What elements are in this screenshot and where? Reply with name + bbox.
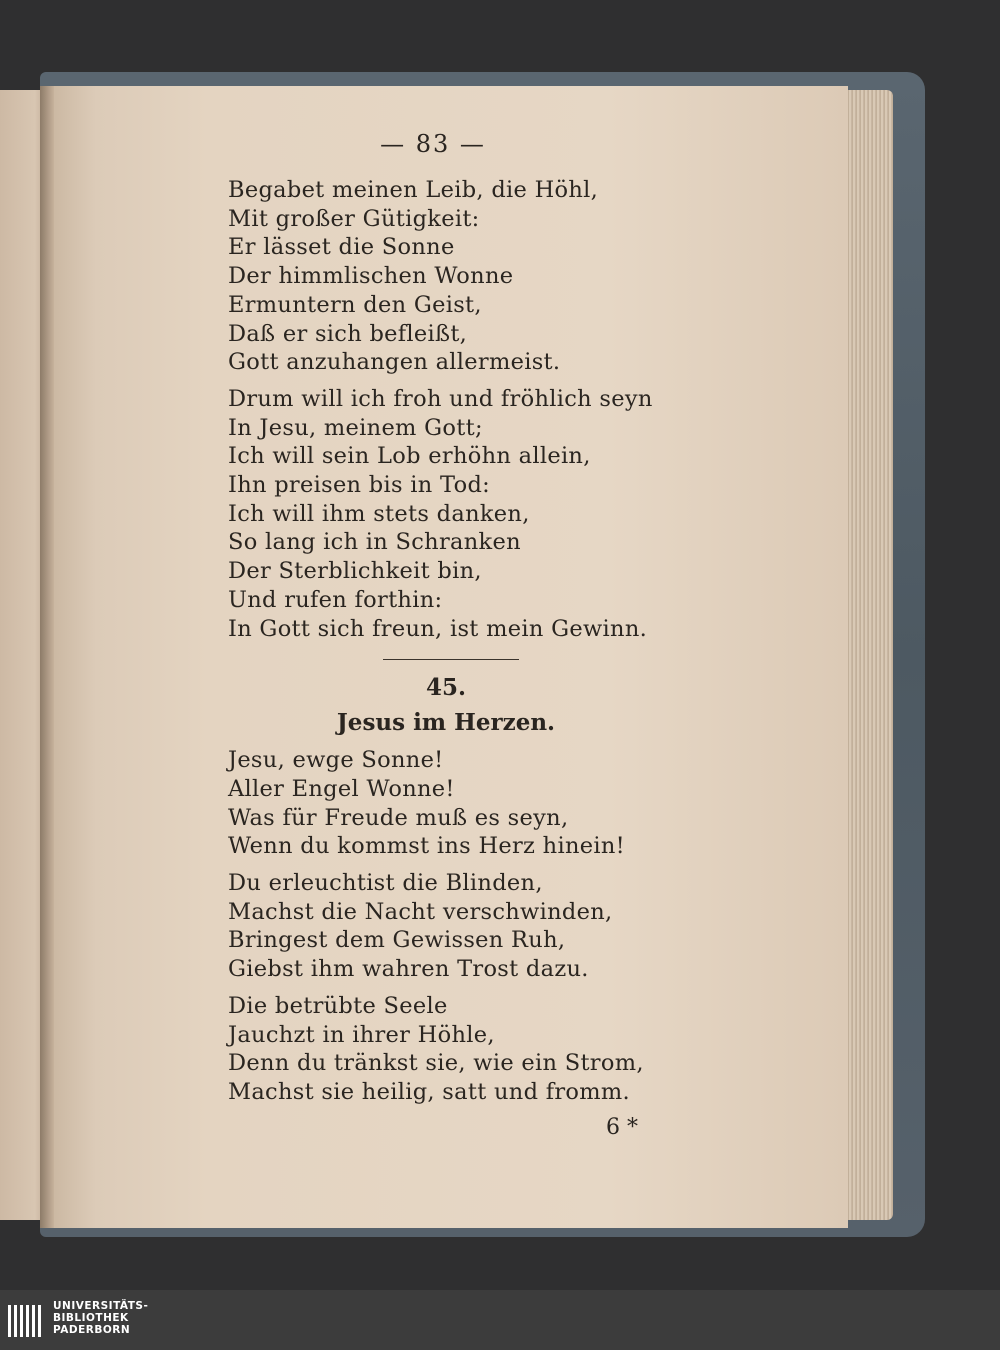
verse-line: Ermuntern den Geist, [228, 291, 482, 318]
stanza [228, 746, 678, 861]
hymn-title: Jesus im Herzen. [336, 709, 556, 737]
verse-line: Und rufen forthin: [228, 586, 443, 613]
verse-line: Bringest dem Gewissen Ruh, [228, 927, 566, 954]
library-name [53, 1300, 148, 1336]
verse-line: Begabet meinen Leib, die Höhl, [228, 177, 599, 203]
verse-line: Giebst ihm wahren Trost dazu. [228, 956, 589, 983]
stanza [228, 385, 678, 643]
page-number: — 83 — [380, 130, 486, 158]
hymn-number: 45. [425, 674, 466, 702]
verse-line: Machst die Nacht verschwinden, [228, 898, 613, 925]
verse-line: Mit großer Gütigkeit: [228, 205, 480, 232]
stanza [228, 176, 678, 377]
verse-line: Jauchzt in ihrer Höhle, [228, 1021, 495, 1048]
verse-line: Gott anzuhangen allermeist. [228, 349, 561, 376]
page-edges [845, 90, 893, 1220]
footer-bar [0, 1290, 1000, 1350]
library-name-line: PADERBORN [53, 1324, 131, 1336]
verse-line: Denn du tränkst sie, wie ein Strom, [228, 1050, 644, 1077]
verse-line: Drum will ich froh und fröhlich seyn [228, 385, 653, 412]
verse-line: Was für Freude muß es seyn, [228, 804, 569, 831]
page-text [228, 130, 678, 1140]
stanza [228, 869, 678, 984]
verse-line: So lang ich in Schranken [228, 529, 521, 556]
university-library-logo-icon [6, 1301, 46, 1341]
verse-line: Ich will ihm stets danken, [228, 500, 530, 527]
section-divider [383, 659, 519, 660]
verse-line: Ich will sein Lob erhöhn allein, [228, 443, 591, 470]
verse-line: Er lässet die Sonne [228, 234, 455, 261]
library-name-line: BIBLIOTHEK [53, 1312, 129, 1324]
verse-line: Jesu, ewge Sonne! [228, 747, 444, 774]
verse-line: Machst sie heilig, satt und fromm. [228, 1078, 630, 1105]
verse-line: Du erleuchtist die Blinden, [228, 870, 543, 897]
verse-line: Die betrübte Seele [228, 992, 448, 1019]
verse-line: In Gott sich freun, ist mein Gewinn. [228, 615, 648, 642]
verse-line: Aller Engel Wonne! [228, 775, 455, 802]
signature-mark: 6 * [606, 1114, 638, 1140]
book-gutter [40, 86, 54, 1228]
verse-line: Der Sterblichkeit bin, [228, 558, 482, 585]
verse-line: In Jesu, meinem Gott; [228, 414, 483, 441]
verse-line: Ihn preisen bis in Tod: [228, 472, 491, 499]
verse-line: Der himmlischen Wonne [228, 263, 514, 290]
verse-line: Daß er sich befleißt, [228, 320, 468, 347]
verse-line: Wenn du kommst ins Herz hinein! [228, 833, 625, 860]
stanza [228, 992, 678, 1107]
library-name-line: UNIVERSITÄTS- [53, 1300, 149, 1312]
